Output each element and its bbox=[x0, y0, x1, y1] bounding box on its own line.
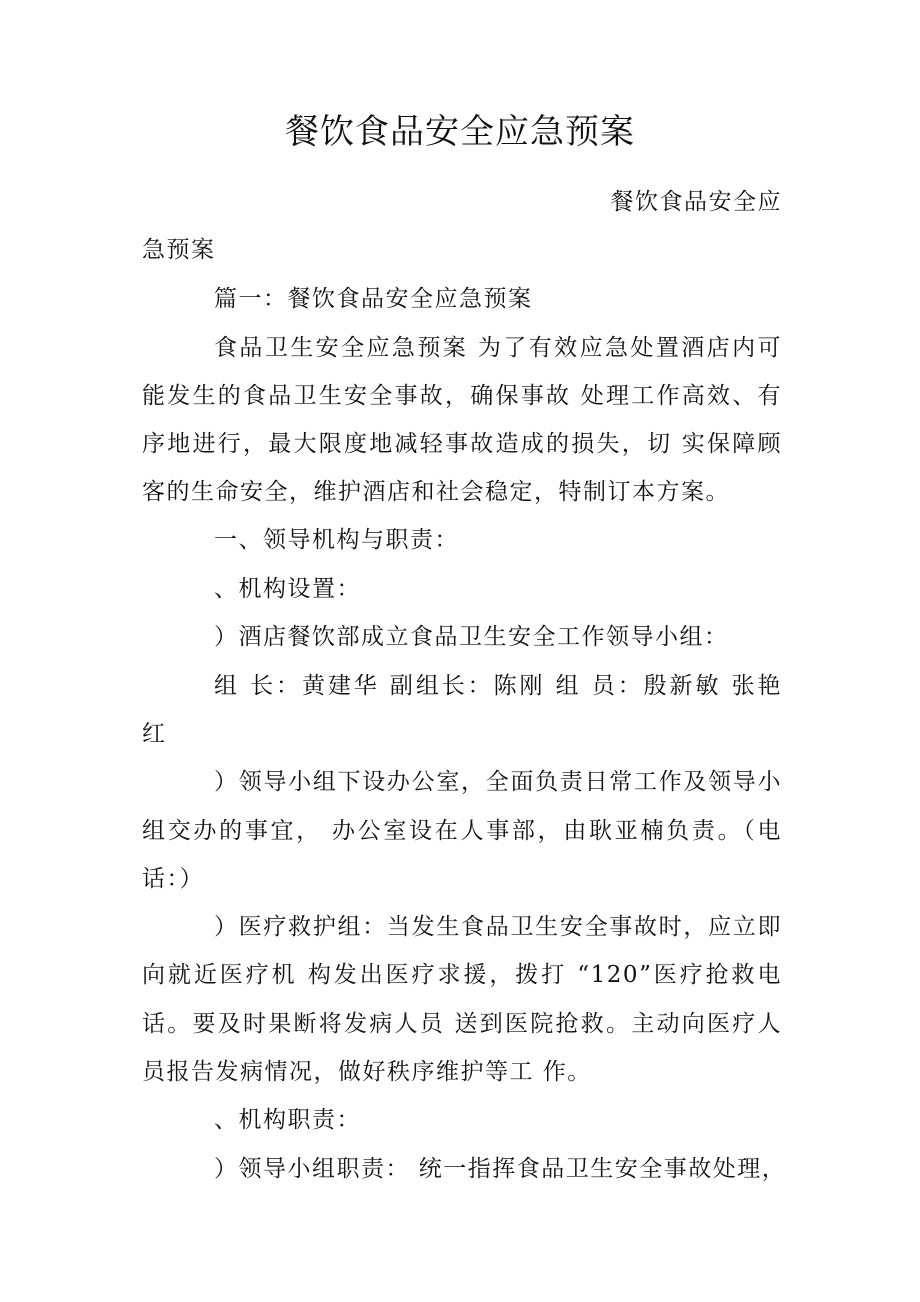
text-line: 客的生命安全，维护酒店和社会稳定，特制订本方案。 bbox=[142, 479, 730, 505]
text-line: 话。要及时果断将发病人员 送到医院抢救。主动向医疗人 bbox=[142, 1011, 782, 1037]
text-line: 餐饮食品安全应 bbox=[610, 189, 782, 215]
text-line: 食品卫生安全应急预案 为了有效应急处置酒店内可 bbox=[214, 335, 782, 361]
document-title: 餐饮食品安全应急预案 bbox=[285, 112, 635, 152]
section-heading: 篇一：餐饮食品安全应急预案 bbox=[214, 286, 533, 312]
text-line: 向就近医疗机 构发出医疗求援，拨打 “120”医疗抢救电 bbox=[142, 962, 782, 988]
subsection-heading: 、机构设置： bbox=[214, 576, 361, 602]
text-line: 话：） bbox=[142, 866, 204, 892]
section-heading: 一、领导机构与职责： bbox=[214, 527, 459, 553]
text-line: ）酒店餐饮部成立食品卫生安全工作领导小组： bbox=[214, 624, 729, 650]
text-line: 员报告发病情况，做好秩序维护等工 作。 bbox=[142, 1059, 592, 1085]
subsection-heading: 、机构职责： bbox=[214, 1107, 361, 1133]
text-line: 组 长：黄建华 副组长：陈刚 组 员：殷新敏 张艳 bbox=[214, 673, 782, 699]
text-line: 能发生的食品卫生安全事故，确保事故 处理工作高效、有 bbox=[142, 383, 782, 409]
text-line: 序地进行，最大限度地减轻事故造成的损失，切 实保障顾 bbox=[142, 431, 782, 457]
text-line: ）领导小组职责： 统一指挥食品卫生安全事故处理， bbox=[214, 1156, 787, 1182]
text-line: 组交办的事宜， 办公室设在人事部，由耿亚楠负责。（电 bbox=[142, 818, 782, 844]
text-line: 红 bbox=[142, 721, 167, 747]
text-line: 急预案 bbox=[142, 237, 216, 263]
text-line: ）领导小组下设办公室，全面负责日常工作及领导小 bbox=[214, 769, 782, 795]
text-line: ）医疗救护组：当发生食品卫生安全事故时，应立即 bbox=[214, 914, 782, 940]
